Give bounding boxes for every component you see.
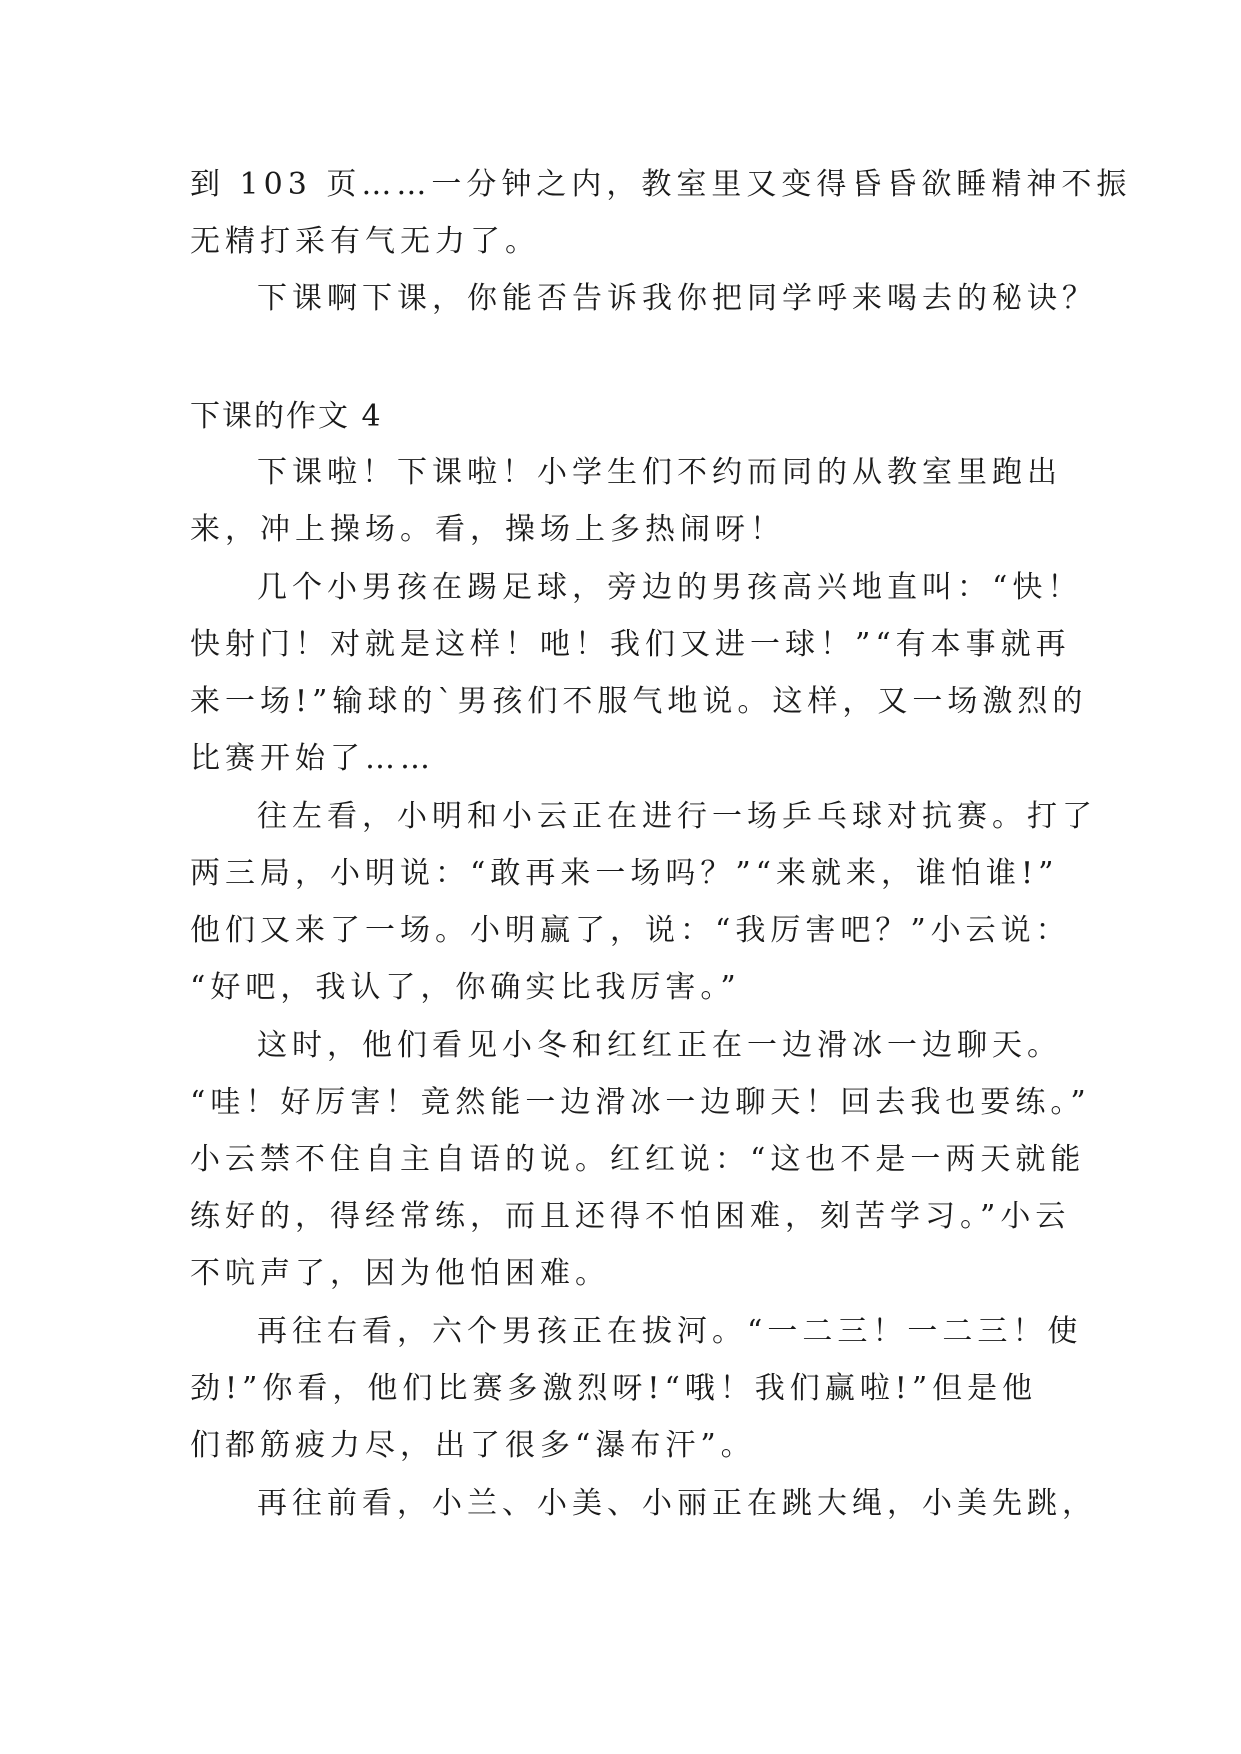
paragraph-line: 无精打采有气无力了。 — [190, 224, 540, 259]
paragraph-line: “好吧，我认了，你确实比我厉害。” — [190, 970, 741, 1005]
paragraph-line: “哇！好厉害！竟然能一边滑冰一边聊天！回去我也要练。” — [190, 1085, 1091, 1120]
paragraph-line: 再往右看，六个男孩正在拔河。“一二三！一二三！使 — [257, 1314, 1083, 1349]
paragraph-line: 几个小男孩在踢足球，旁边的男孩高兴地直叫：“快！ — [257, 570, 1083, 605]
paragraph-line: 练好的，得经常练，而且还得不怕困难，刻苦学习。”小云 — [190, 1199, 1071, 1234]
paragraph-line: 到 103 页……一分钟之内，教室里又变得昏昏欲睡精神不振 — [190, 167, 1132, 202]
paragraph-line: 们都筋疲力尽，出了很多“瀑布汗”。 — [190, 1428, 756, 1463]
paragraph-line: 劲!”你看，他们比赛多激烈呀!“哦！我们赢啦!”但是他 — [190, 1371, 1038, 1406]
paragraph-line: 两三局，小明说：“敢再来一场吗？”“来就来，谁怕谁!” — [190, 856, 1059, 891]
paragraph-line: 他们又来了一场。小明赢了，说：“我厉害吧？”小云说： — [190, 913, 1071, 948]
paragraph-line: 下课啦！下课啦！小学生们不约而同的从教室里跑出 — [257, 455, 1062, 490]
paragraph-line: 再往前看，小兰、小美、小丽正在跳大绳，小美先跳， — [257, 1486, 1097, 1521]
paragraph-line: 往左看，小明和小云正在进行一场乒乓球对抗赛。打了 — [257, 799, 1097, 834]
paragraph-line: 比赛开始了…… — [190, 741, 435, 776]
paragraph-line: 小云禁不住自主自语的说。红红说：“这也不是一两天就能 — [190, 1142, 1086, 1177]
paragraph-line: 下课啊下课，你能否告诉我你把同学呼来喝去的秘诀？ — [257, 281, 1097, 316]
paragraph-line: 来一场!”输球的`男孩们不服气地说。这样，又一场激烈的 — [190, 684, 1088, 719]
section-heading: 下课的作文 4 — [190, 399, 383, 434]
paragraph-line: 这时，他们看见小冬和红红正在一边滑冰一边聊天。 — [257, 1028, 1062, 1063]
paragraph-line: 快射门！对就是这样！吔！我们又进一球！”“有本事就再 — [190, 627, 1071, 662]
paragraph-line: 来，冲上操场。看，操场上多热闹呀！ — [190, 512, 785, 547]
paragraph-line: 不吭声了，因为他怕困难。 — [190, 1256, 610, 1291]
